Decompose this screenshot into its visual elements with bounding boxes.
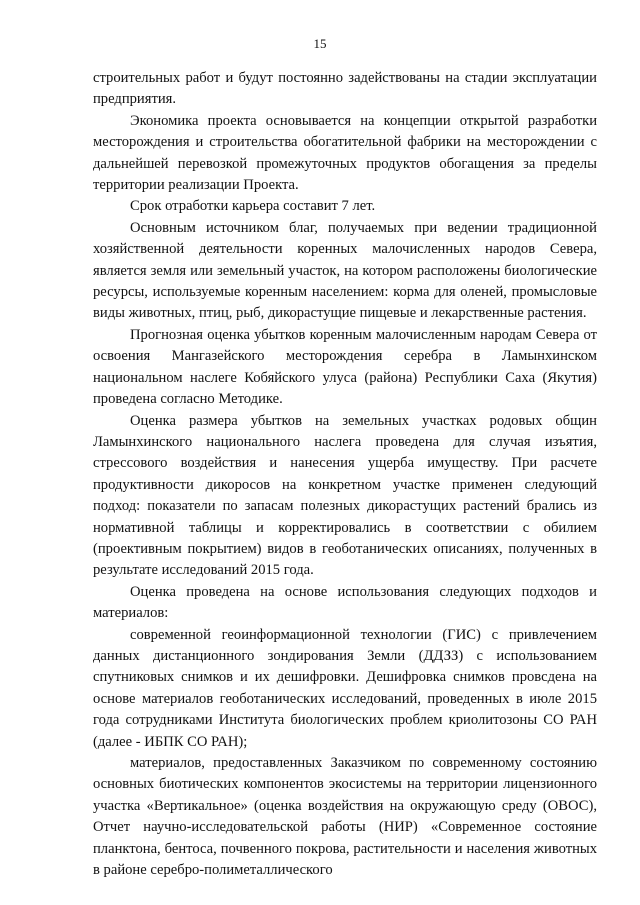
document-body [93, 68, 597, 881]
paragraph-assessment-basis: Оценка проведена на основе использования следующих подходов и материалов: [93, 583, 597, 622]
paragraph-damage-assessment: Оценка размера убытков на земельных участках родовых общин Ламынхинского национального наслега проведена для случая изъятия, стрессового воздействия и нанесения ущерба имуществу. При расчете продуктивности дикоросов на конкретном участке применен следующий подход: показатели по запасам полезных дикорастущих растений брались из нормативной таблицы и корректировались в соответствии с обилием (проективным покрытием) видов в геоботанических описаниях, полученных в результате исследований 2015 года. [93, 412, 597, 579]
paragraph-customer-materials: материалов, предоставленных Заказчиком по современному состоянию основных биотических компонентов экосистемы на территории лицензионного участка «Вертикальное» (оценка воздействия на окружающую среду (ОВОС), Отчет научно-исследовательской работы (НИР) «Современное состояние планктона, бентоса, почвенного покрова, растительности и населения животных в районе серебро-полиметаллического [93, 755, 597, 879]
paragraph-continuation: строительных работ и будут постоянно задействованы на стадии эксплуатации предприятия. [93, 70, 597, 108]
page-number: 15 [313, 36, 327, 51]
paragraph-project-economics: Экономика проекта основывается на концепции открытой разработки месторождения и строительства обогатительной фабрики на месторождении с дальнейшей перевозкой промежуточных продуктов обогащения за пределы территории реализации Проекта. [93, 112, 597, 194]
paragraph-forecast-assessment: Прогнозная оценка убытков коренным малочисленным народам Севера от освоения Мангазейского месторождения серебра в Ламынхинском национальном наслеге Кобяйского улуса (района) Республики Саха (Якутия) проведена согласно Методике. [93, 326, 597, 408]
paragraph-quarry-term: Срок отработки карьера составит 7 лет. [130, 198, 376, 215]
paragraph-main-source-of-benefits: Основным источником благ, получаемых при ведении традиционной хозяйственной деятельности коренных малочисленных народов Севера, является земля или земельный участок, на котором расположены биологические ресурсы, используемые коренным населением: корма для оленей, промысловые виды животных, птиц, рыб, дикорастущие пищевые и лекарственные растения. [93, 219, 597, 322]
paragraph-gis-technology: современной геоинформационной технологии (ГИС) с привлечением данных дистанционного зондирования Земли (ДДЗЗ) с использованием спутниковых снимков и их дешифровки. Дешифровка снимков провсдена на основе материалов геоботанических исследований, проведенных в июле 2015 года сотрудниками Института биологических проблем криолитозоны СО РАН (далее - ИБПК СО РАН); [93, 626, 597, 750]
